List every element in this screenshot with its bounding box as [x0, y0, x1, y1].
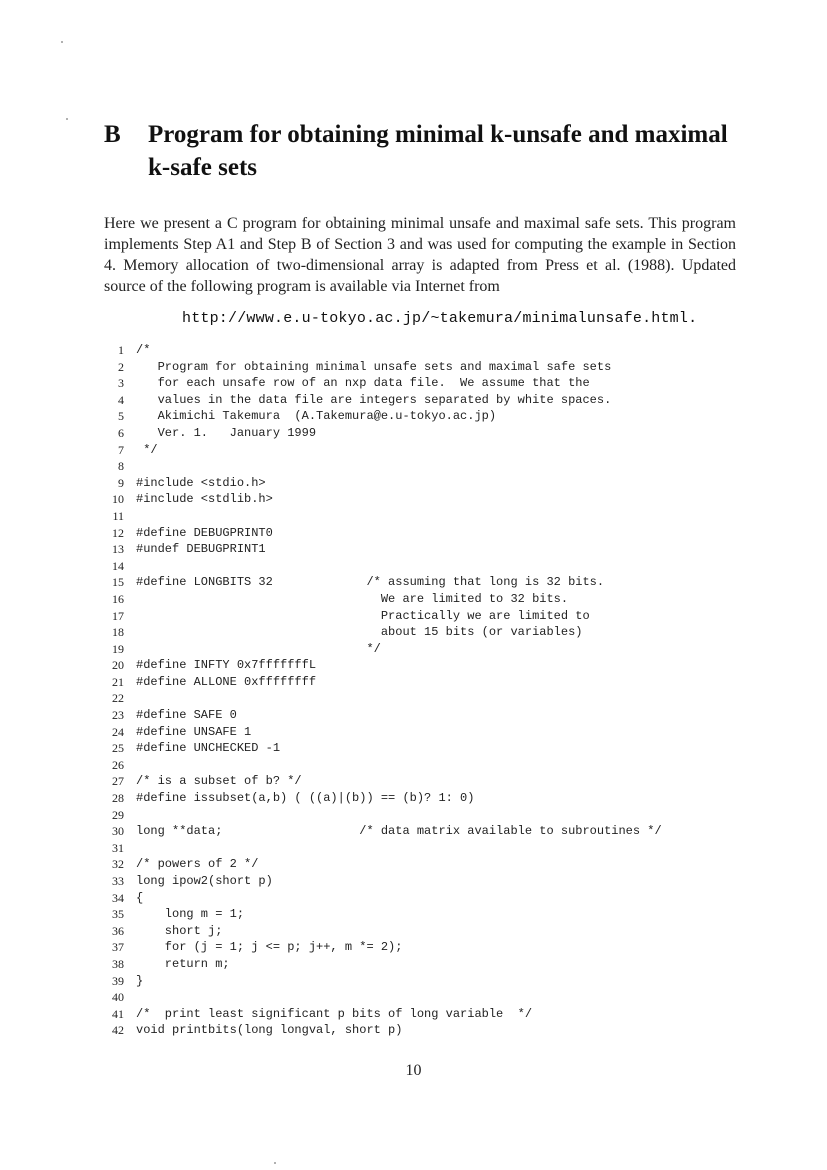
- code-line: [100, 408, 740, 425]
- line-text: /* powers of 2 */: [136, 857, 259, 872]
- line-number: 42: [112, 1023, 124, 1038]
- line-number: 41: [112, 1006, 124, 1021]
- code-line: [100, 359, 740, 376]
- line-number: 35: [112, 907, 124, 922]
- code-line: [100, 574, 740, 591]
- line-text: Practically we are limited to: [136, 608, 590, 623]
- line-number: 2: [118, 359, 124, 374]
- page-number: 10: [405, 1062, 422, 1079]
- section-title: Program for obtaining minimal k-unsafe and maximal k-safe sets: [148, 121, 728, 181]
- line-text: #define INFTY 0x7fffffffL: [136, 658, 317, 673]
- scan-speck: [61, 41, 63, 43]
- code-line: [100, 890, 740, 907]
- line-text: #define issubset(a,b) ( ((a)|(b)) == (b)? 1: 0): [136, 791, 475, 806]
- line-number: 21: [112, 674, 124, 689]
- line-number: 30: [112, 824, 124, 839]
- code-line: [100, 823, 740, 840]
- line-text: /*: [136, 343, 151, 357]
- line-text: #define ALLONE 0xffffffff: [136, 674, 317, 689]
- line-text: */: [136, 442, 158, 457]
- line-number: 14: [112, 558, 124, 573]
- code-line: [100, 342, 740, 359]
- line-text: {: [136, 890, 144, 905]
- line-number: 34: [112, 890, 124, 905]
- scan-speck: [274, 1162, 276, 1164]
- line-text: #define LONGBITS 32 /* assuming that long is 32 bits.: [136, 575, 605, 590]
- line-number: 27: [112, 774, 124, 789]
- line-number: 40: [112, 990, 124, 1005]
- line-number: 11: [112, 508, 124, 523]
- line-text: */: [136, 641, 381, 656]
- code-line: [100, 541, 740, 558]
- line-text: Ver. 1. January 1999: [136, 425, 317, 440]
- line-text: #define UNCHECKED -1: [136, 741, 281, 756]
- line-text: values in the data file are integers separated by white spaces.: [136, 392, 612, 407]
- line-text: We are limited to 32 bits.: [136, 591, 569, 606]
- line-number: 38: [112, 956, 124, 971]
- code-line: [100, 657, 740, 674]
- code-line: [100, 757, 740, 774]
- code-line: [100, 491, 740, 508]
- line-text: #define UNSAFE 1: [136, 724, 252, 739]
- code-line: [100, 591, 740, 608]
- line-number: 20: [112, 658, 124, 673]
- code-line: [100, 558, 740, 575]
- intro-paragraph: Here we present a C program for obtaining minimal unsafe and maximal safe sets. This program implements Step A1 and Step B of Section 3 and was used for computing the example in Section 4. Memory allocation of two-dimensional array is adapted from Press et al. (1988). Updated source of the following program is available via Internet from: [104, 215, 736, 295]
- code-line: [100, 840, 740, 857]
- code-line: [100, 724, 740, 741]
- code-line: [100, 773, 740, 790]
- line-number: 22: [112, 691, 124, 706]
- line-text: #include <stdio.h>: [136, 475, 266, 490]
- line-number: 17: [112, 608, 124, 623]
- line-text: about 15 bits (or variables): [136, 625, 583, 640]
- line-number: 7: [118, 442, 124, 457]
- line-text: #define SAFE 0: [136, 708, 237, 723]
- code-listing: [100, 342, 740, 1039]
- code-line: [100, 807, 740, 824]
- line-number: 25: [112, 741, 124, 756]
- line-text: }: [136, 973, 144, 988]
- code-line: [100, 939, 740, 956]
- code-line: [100, 906, 740, 923]
- code-line: [100, 641, 740, 658]
- line-number: 12: [112, 525, 124, 540]
- line-number: 26: [112, 757, 124, 772]
- line-number: 15: [112, 575, 124, 590]
- line-number: 33: [112, 874, 124, 888]
- line-text: /* is a subset of b? */: [136, 774, 302, 789]
- code-line: [100, 674, 740, 691]
- code-line: [100, 707, 740, 724]
- code-line: [100, 989, 740, 1006]
- line-text: void printbits(long longval, short p): [136, 1023, 403, 1038]
- line-text: for each unsafe row of an nxp data file. We assume that the: [136, 376, 590, 391]
- line-text: Akimichi Takemura (A.Takemura@e.u-tokyo.ac.jp): [136, 409, 497, 424]
- line-text: long m = 1;: [136, 907, 245, 922]
- code-line: [100, 1022, 740, 1039]
- line-text: short j;: [136, 923, 223, 938]
- code-line: [100, 1006, 740, 1023]
- code-line: [100, 856, 740, 873]
- code-line: [100, 425, 740, 442]
- code-line: [100, 973, 740, 990]
- line-number: 10: [112, 492, 124, 507]
- line-number: 9: [118, 475, 124, 490]
- code-line: [100, 873, 740, 890]
- line-number: 4: [118, 392, 124, 407]
- line-number: 13: [112, 542, 124, 557]
- code-line: [100, 956, 740, 973]
- section-letter: B: [104, 121, 121, 148]
- line-number: 16: [112, 591, 124, 606]
- line-number: 3: [118, 376, 124, 391]
- line-number: 31: [112, 840, 124, 855]
- line-number: 6: [118, 425, 124, 440]
- code-line: [100, 508, 740, 525]
- line-text: long ipow2(short p): [136, 874, 273, 888]
- line-number: 32: [112, 857, 124, 872]
- line-text: for (j = 1; j <= p; j++, m *= 2);: [136, 940, 403, 955]
- line-number: 24: [112, 724, 124, 739]
- code-line: [100, 475, 740, 492]
- line-number: 5: [118, 409, 124, 424]
- line-text: return m;: [136, 956, 230, 971]
- code-line: [100, 690, 740, 707]
- line-text: #undef DEBUGPRINT1: [136, 542, 266, 557]
- code-line: [100, 525, 740, 542]
- code-line: [100, 442, 740, 459]
- line-number: 19: [112, 641, 124, 656]
- line-number: 36: [112, 923, 124, 938]
- line-number: 29: [112, 807, 124, 822]
- code-line: [100, 923, 740, 940]
- code-line: [100, 608, 740, 625]
- line-number: 28: [112, 791, 124, 806]
- code-line: [100, 740, 740, 757]
- line-text: long **data; /* data matrix available to subroutines */: [136, 824, 662, 839]
- line-number: 23: [112, 708, 124, 723]
- line-number: 18: [112, 625, 124, 640]
- line-number: 37: [112, 940, 124, 955]
- code-line: [100, 790, 740, 807]
- code-line: [100, 375, 740, 392]
- code-line: [100, 458, 740, 475]
- line-text: Program for obtaining minimal unsafe sets and maximal safe sets: [136, 359, 612, 374]
- line-number: 39: [112, 973, 124, 988]
- source-url: http://www.e.u-tokyo.ac.jp/~takemura/minimalunsafe.html.: [182, 310, 698, 327]
- line-text: #include <stdlib.h>: [136, 492, 273, 507]
- code-line: [100, 624, 740, 641]
- line-text: #define DEBUGPRINT0: [136, 525, 273, 540]
- code-line: [100, 392, 740, 409]
- scan-speck: [66, 118, 68, 120]
- line-number: 1: [118, 343, 124, 357]
- line-number: 8: [118, 459, 124, 474]
- line-text: /* print least significant p bits of long variable */: [136, 1006, 533, 1021]
